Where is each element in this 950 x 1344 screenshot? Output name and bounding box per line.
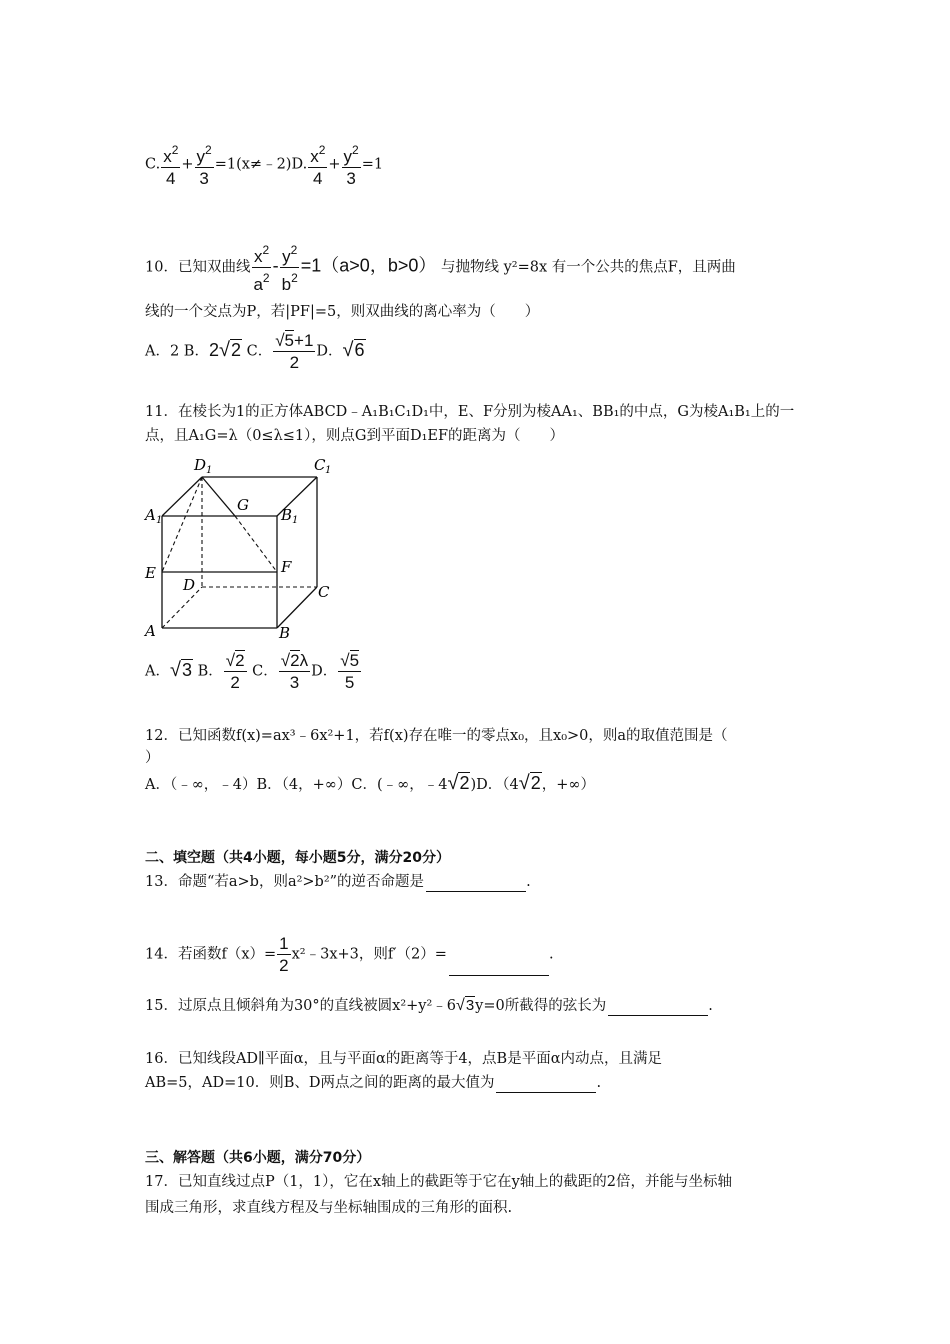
q15-post: y=0所截得的弦长为 [475, 998, 607, 1014]
q16-text: AB=5，AD=10．则B、D两点之间的距离的最大值为 [145, 1075, 495, 1091]
q12-opts-end: ，+∞） [541, 777, 595, 793]
q9-d-end: =1 [361, 156, 384, 173]
q10-mid: 与抛物线 y²=8x 有一个公共的焦点F，且两曲 [440, 259, 736, 276]
label-b: B [279, 624, 291, 642]
q9-d-frac-x: $\frac{x^2}{4}$ [308, 140, 327, 189]
q12-line1: 12．已知函数f(x)=ax³﹣6x²+1，若f(x)存在唯一的零点x₀，且x₀>0，则a的取值范围是（ [145, 728, 728, 744]
q15-pre: 15．过原点且倾斜角为30°的直线被圆x²+y²﹣6 [145, 998, 457, 1014]
q10-opt-a: A．2 B． [145, 343, 209, 360]
q9-c-frac-y: $\frac{y^2}{3}$ [195, 140, 214, 189]
q10-prefix: 10．已知双曲线 [145, 259, 251, 276]
q13 [145, 872, 531, 892]
q11-line1: 11．在棱长为1的正方体ABCD﹣A₁B₁C₁D₁中，E、F分别为棱AA₁、BB₁的中点，G为棱A₁B₁上的一 [145, 404, 795, 420]
q10-frac-x: $\frac{x^2}{a^2}$ [251, 240, 271, 295]
q10-opt-b-sqrt: 2√2 [208, 338, 241, 361]
q12-options [145, 773, 595, 795]
q13-answer-blank[interactable] [426, 877, 526, 892]
label-g: G [237, 496, 249, 514]
q15-answer-blank[interactable] [608, 1001, 708, 1016]
q16-line1: 16．已知线段AD∥平面α，且与平面α的距离等于4，点B是平面α内动点，且满足 [145, 1051, 662, 1067]
q10-cond: =1（a>0，b>0） [300, 255, 437, 276]
q12-sqrt-1: √2 [447, 772, 470, 794]
q12-line2: ） [145, 750, 160, 766]
q11-opt-a: A． [145, 663, 170, 680]
label-b1: B [281, 506, 293, 524]
label-c1-sub: 1 [325, 465, 332, 476]
q9-d-frac-y: $\frac{y^2}{3}$ [342, 140, 361, 189]
q11-opt-b-frac: $\frac{√2}{2}$ [225, 651, 245, 692]
q17-line2: 围成三角形，求直线方程及与坐标轴围成的三角形的面积. [145, 1200, 513, 1216]
q16-end: . [596, 1075, 602, 1091]
q17-line1: 17．已知直线过点P（1，1），它在x轴上的截距等于它在y轴上的截距的2倍，并能与坐标轴 [145, 1174, 732, 1190]
q15-end: . [708, 998, 713, 1014]
label-d1: D [194, 456, 207, 474]
q11-opt-b: B． [197, 663, 223, 680]
q12-sqrt-2: √2 [518, 772, 541, 794]
q10-opt-c-frac: $\frac{√5+1}{2}$ [275, 331, 314, 372]
section3-heading: 三、解答题（共6小题，满分70分） [145, 1150, 371, 1166]
q14-pre: 14．若函数f（x）= [145, 946, 277, 963]
q15-sqrt: √3 [456, 997, 475, 1014]
label-b1-sub: 1 [292, 515, 299, 526]
q14 [145, 933, 554, 976]
label-c1: C [314, 456, 326, 474]
q10-line2: 线的一个交点为P，若|PF|=5，则双曲线的离心率为（ ） [145, 304, 540, 320]
q9-plus-2: + [328, 156, 341, 173]
q16-answer-blank[interactable] [496, 1078, 596, 1093]
q11-opt-a-sqrt: √3 [169, 658, 192, 681]
q10-frac-y: $\frac{y^2}{b^2}$ [280, 240, 300, 295]
q13-end: . [526, 874, 531, 890]
section2-heading: 二、填空题（共4小题，每小题5分，满分20分） [145, 850, 450, 866]
q9-c-cond: =1(x≠﹣2)D. [214, 156, 308, 173]
q9-c-frac-x: $\frac{x^2}{4}$ [161, 140, 180, 189]
q10-opt-d-sqrt: √6 [342, 338, 365, 361]
q11-opt-d: D． [311, 663, 338, 680]
label-a: A [145, 622, 156, 640]
q12-opts-start: A．（﹣∞，﹣4）B．（4，+∞）C．(﹣∞，﹣4 [145, 777, 448, 793]
q9-c-label: C. [145, 156, 161, 173]
q9-plus: + [181, 156, 194, 173]
q10-minus: - [272, 255, 279, 276]
label-d: D [183, 576, 196, 594]
q9-options [145, 140, 383, 189]
label-c: C [318, 583, 330, 601]
q11-opt-c: C． [252, 663, 278, 680]
cube-figure [140, 452, 340, 644]
label-a1: A [145, 506, 156, 524]
q11-options [145, 650, 362, 693]
q14-frac: $\frac{1}{2}$ [279, 934, 289, 975]
q11-line2: 点，且A₁G=λ（0≤λ≤1），则点G到平面D₁EF的距离为（ ） [145, 428, 565, 444]
q11-opt-d-frac: $\frac{√5}{5}$ [340, 651, 360, 692]
q10-line1 [145, 240, 736, 295]
label-a1-sub: 1 [156, 515, 163, 526]
q14-post: x²﹣3x+3，则f′（2）= [291, 946, 447, 963]
q13-text: 13．命题“若a>b，则a²>b²”的逆否命题是 [145, 874, 425, 890]
q15 [145, 996, 713, 1016]
q10-opt-c-label: C． [241, 343, 273, 360]
label-d1-sub: 1 [206, 465, 213, 476]
q14-answer-blank[interactable] [449, 961, 549, 976]
q16-line2 [145, 1073, 601, 1093]
q10-options [145, 330, 366, 373]
q10-opt-d-label: D． [316, 343, 343, 360]
q14-end: . [548, 946, 554, 963]
q12-opts-mid: )D．（4 [470, 777, 519, 793]
label-e: E [145, 564, 156, 582]
label-f: F [281, 558, 292, 576]
q11-opt-c-frac: $\frac{√2\lambda}{3}$ [280, 651, 309, 692]
